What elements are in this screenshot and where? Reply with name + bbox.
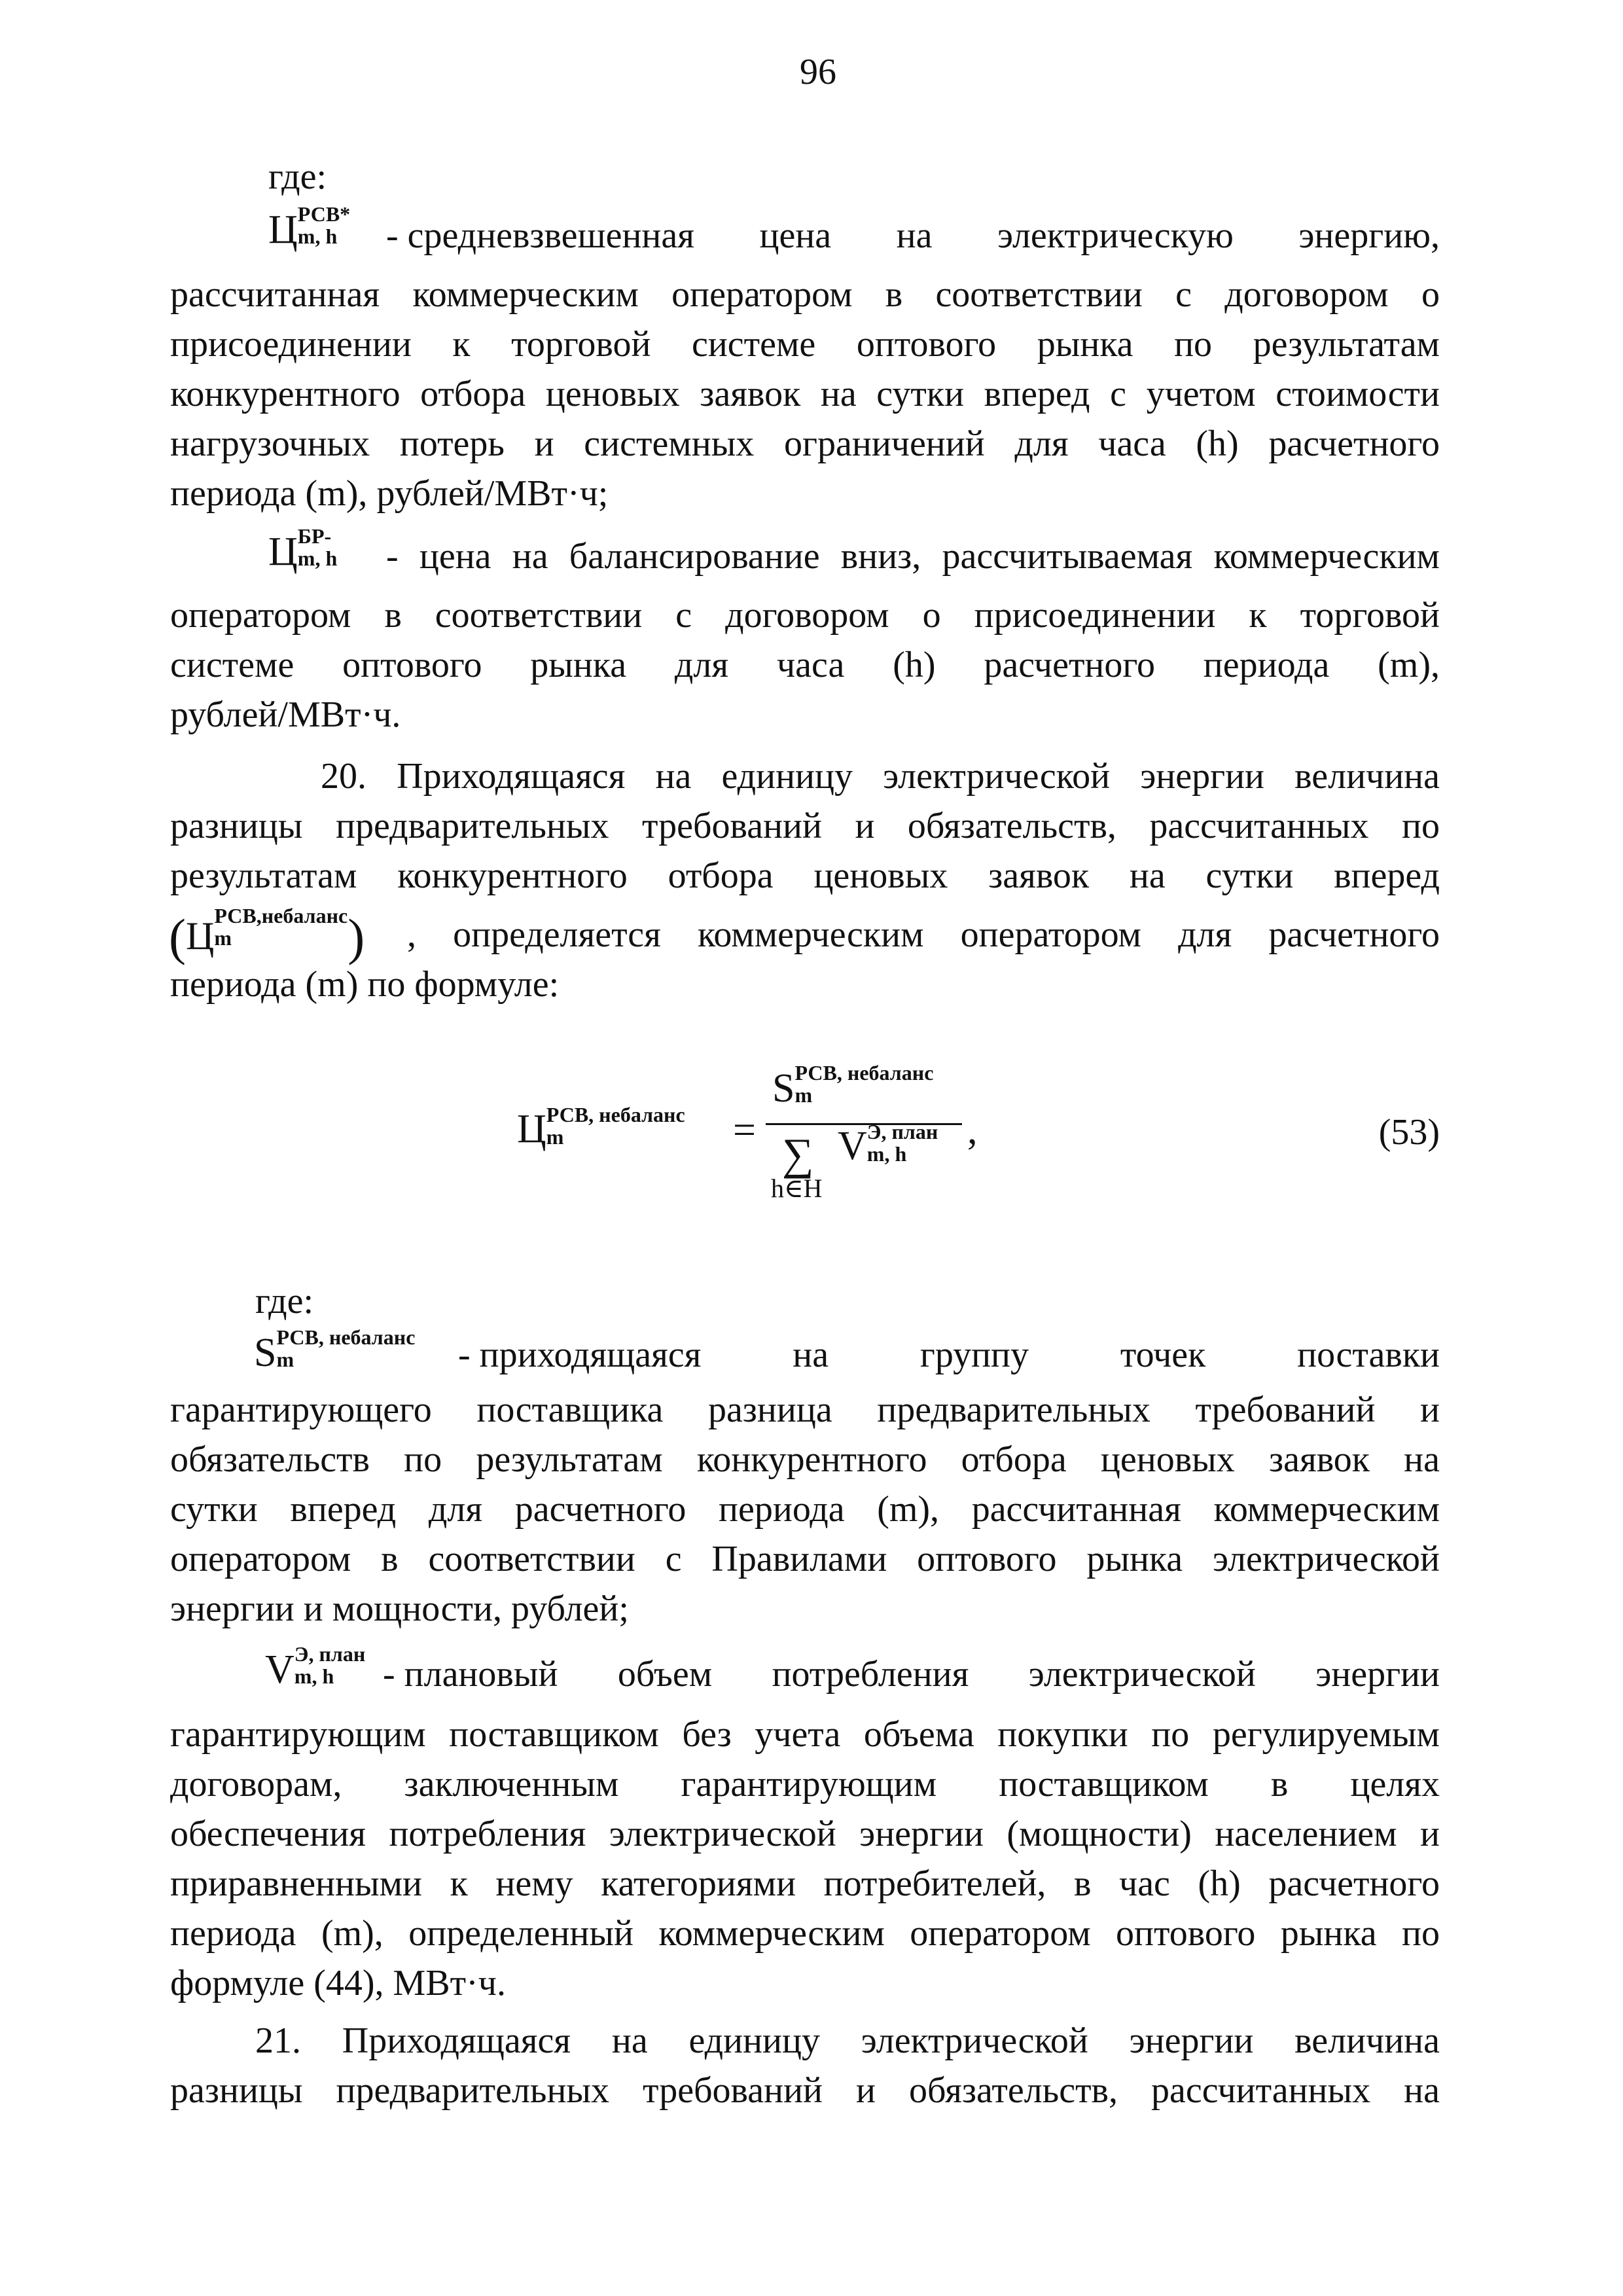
p21-last-line: разницы предварительных требований и обязательств, рассчитанных на — [170, 2070, 1440, 2111]
def2-first-line: - цена на балансирование вниз, рассчитываемая коммерческим — [386, 536, 1440, 577]
where-label: где: — [268, 156, 327, 197]
formula-comma: , — [967, 1108, 978, 1153]
def4-body: гарантирующим поставщиком без учета объема покупки по регулируемым договорам, заключенным гарантирующим поставщиком в целях обеспечения потребления электрической энергии (мощности) населением и приравненными к нему категориями потребителей, в час (h) расчетного периода (m), определенный коммерческим оператором оптового рынка по — [170, 1714, 1440, 1954]
def3-first-line: - приходящаяся на группу точек поставки — [458, 1335, 1440, 1375]
def3-symbol: S РСВ, небаланс m — [254, 1325, 416, 1375]
sum-sign: ∑ — [782, 1129, 814, 1179]
formula-numerator: S РСВ, небаланс m — [772, 1061, 934, 1111]
p20-bracket-rest: , определяется коммерческим оператором для расчетного — [407, 914, 1440, 955]
p20-last-line: периода (m) по формуле: — [170, 964, 560, 1005]
def2-body: оператором в соответствии с договором о присоединении к торговой системе оптового рынка для часа (h) расчетного периода (m), — [170, 595, 1440, 685]
sum-index: h∈H — [771, 1174, 823, 1203]
def3-body: гарантирующего поставщика разница предварительных требований и обязательств по результатам конкурентного отбора ценовых заявок на сутки вперед для расчетного периода (m), рассчитанная коммерческим оператором в соответствии с Правилами оптового рынка электрической — [170, 1390, 1440, 1579]
formula-equals: = — [733, 1108, 756, 1153]
def3-last-line: энергии и мощности, рублей; — [170, 1588, 629, 1629]
p20-first-line: 20. Приходящаяся на единицу электрической энергии величина — [321, 756, 1440, 797]
formula-53 — [517, 1047, 978, 1217]
def4-symbol: V Э, план m, h — [265, 1642, 366, 1692]
def4-first-line: - плановый объем потребления электрической энергии — [383, 1654, 1440, 1695]
def1-last-line: периода (m), рублей/МВт·ч; — [170, 473, 609, 514]
page-number: 96 — [800, 52, 836, 92]
p20-bracket-term: (Ц РСВ,небаланс m ) — [169, 904, 365, 965]
def4-last-line: формуле (44), МВт·ч. — [170, 1963, 506, 2003]
def1-body: рассчитанная коммерческим оператором в соответствии с договором о присоединении к торговой системе оптового рынка по результатам конкурентного отбора ценовых заявок на сутки вперед с учетом стоимости нагрузочных потерь и системных ограничений для часа (h) расчетного — [170, 274, 1440, 464]
formula-lhs: Ц РСВ, небаланс m — [517, 1103, 685, 1151]
def2-last-line: рублей/МВт·ч. — [170, 694, 401, 735]
where-label-2: где: — [255, 1281, 314, 1321]
def1-first-line: - средневзвешенная цена на электрическую энергию, — [386, 215, 1440, 256]
formula-number: (53) — [1378, 1112, 1440, 1153]
def2-symbol: Ц БР- m, h — [268, 524, 338, 574]
p20-body: разницы предварительных требований и обязательств, рассчитанных по результатам конкурентного отбора ценовых заявок на сутки вперед — [170, 806, 1440, 896]
def1-symbol: Ц РСВ* m, h — [268, 202, 351, 252]
formula-denominator: V Э, план m, h — [838, 1120, 938, 1168]
p21-first-line: 21. Приходящаяся на единицу электрической энергии величина — [255, 2020, 1440, 2061]
